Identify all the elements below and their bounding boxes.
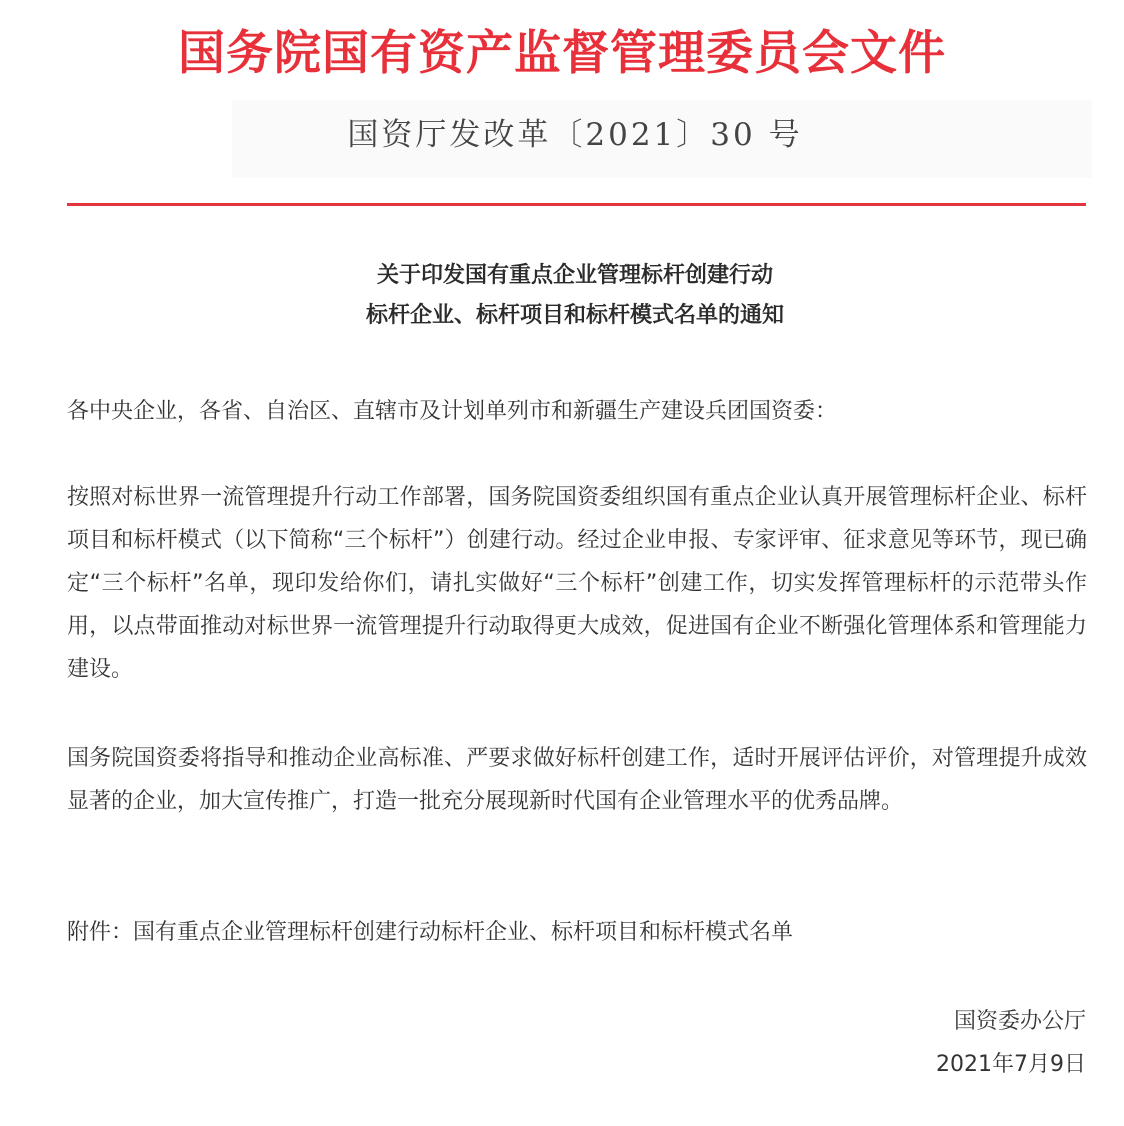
notice-title-line-1: 关于印发国有重点企业管理标杆创建行动 xyxy=(376,263,773,288)
notice-title-line-2: 标杆企业、标杆项目和标杆模式名单的通知 xyxy=(365,303,784,328)
attachment-line: 附件：国有重点企业管理标杆创建行动标杆企业、标杆项目和标杆模式名单 xyxy=(67,920,794,945)
body-paragraph-2: 国务院国资委将指导和推动企业高标准、严要求做好标杆创建工作，适时开展评估评价，对管理提升成效显著的企业，加大宣传推广，打造一批充分展现新时代国有企业管理水平的优秀品牌。 xyxy=(67,746,1087,814)
document-number: 国资厅发改革〔2021〕30 号 xyxy=(347,117,803,153)
red-divider-line xyxy=(67,203,1086,206)
notice-title xyxy=(0,256,1124,336)
issuer-title: 国务院国有资产监督管理委员会文件 xyxy=(178,26,946,81)
issuing-office: 国资委办公厅 xyxy=(953,1009,1086,1034)
salutation: 各中央企业，各省、自治区、直辖市及计划单列市和新疆生产建设兵团国资委： xyxy=(67,399,838,424)
signature-block xyxy=(936,1000,1086,1086)
body-paragraph-1: 按照对标世界一流管理提升行动工作部署，国务院国资委组织国有重点企业认真开展管理标杆企业、标杆项目和标杆模式（以下简称“三个标杆”）创建行动。经过企业申报、专家评审、征求意见等环节，现已确定“三个标杆”名单，现印发给你们，请扎实做好“三个标杆”创建工作，切实发挥管理标杆的示范带头作用，以点带面推动对标世界一流管理提升行动取得更大成效，促进国有企业不断强化管理体系和管理能力建设。 xyxy=(67,485,1087,682)
issue-date: 2021年7月9日 xyxy=(936,1052,1086,1077)
document-header xyxy=(0,22,1124,86)
